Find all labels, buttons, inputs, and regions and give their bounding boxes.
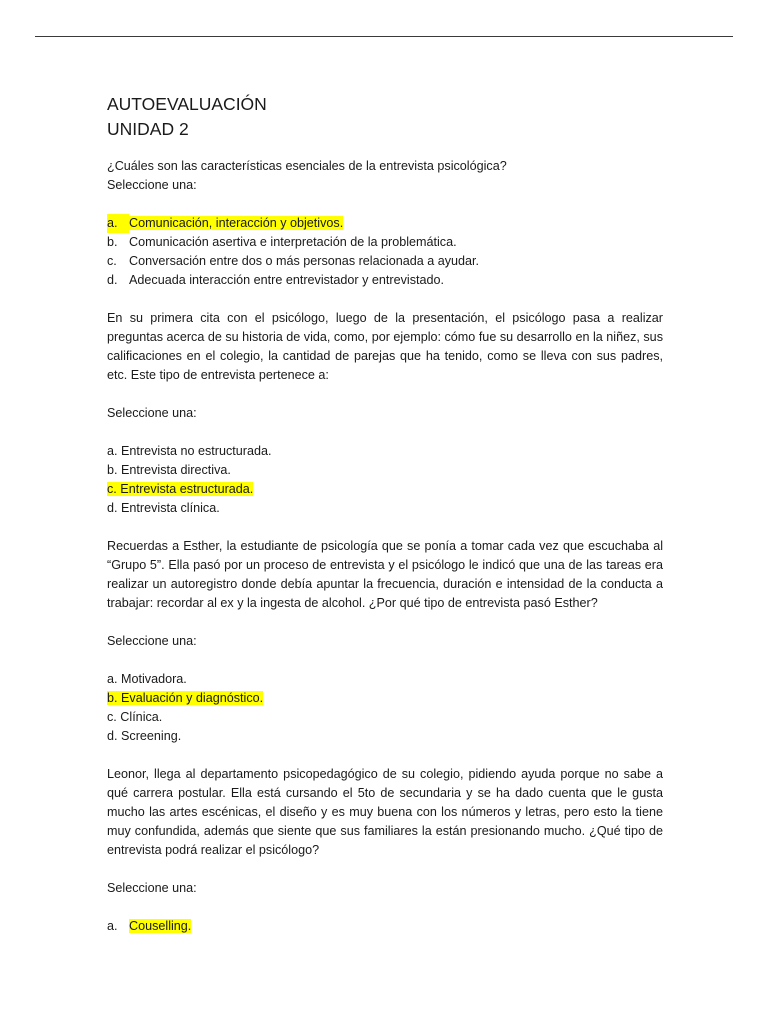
question-3-option-c[interactable]: c. Clínica. [107, 710, 163, 724]
question-1-option-a[interactable] [107, 214, 663, 233]
question-1-text: ¿Cuáles son las características esenciales de la entrevista psicológica? [107, 159, 507, 173]
document-title [107, 92, 663, 142]
option-text: Conversación entre dos o más personas relacionada a ayudar. [129, 254, 480, 268]
question-1-option-c[interactable] [107, 252, 663, 271]
option-letter: b. [107, 235, 118, 249]
question-3-option-a[interactable]: a. Motivadora. [107, 672, 187, 686]
question-2-option-a[interactable]: a. Entrevista no estructurada. [107, 444, 272, 458]
question-2-option-d[interactable]: d. Entrevista clínica. [107, 501, 220, 515]
question-2 [107, 309, 663, 518]
question-4-option-a[interactable] [107, 917, 663, 936]
question-1-option-d[interactable] [107, 271, 663, 290]
title-line-2: UNIDAD 2 [107, 119, 189, 139]
question-2-prompt: Seleccione una: [107, 406, 197, 420]
header-rule [35, 36, 733, 37]
question-3-option-b[interactable] [107, 689, 663, 708]
question-3-option-d[interactable]: d. Screening. [107, 729, 182, 743]
question-1 [107, 157, 663, 290]
question-4-text: Leonor, llega al departamento psicopedagógico de su colegio, pidiendo ayuda porque no sabe a qué carrera postular. Ella está cursando el 5to de secundaria y se ha dado cuenta que le gusta mucho las artes escénicas, el diseño y es muy buena con los números y letras, pero esto la tiene muy confundida, además que siente que sus familiares la están presionando mucho. ¿Qué tipo de entrevista podrá realizar el psicólogo? [107, 767, 663, 857]
question-3-prompt: Seleccione una: [107, 634, 197, 648]
option-text-highlighted: b. Evaluación y diagnóstico. [107, 691, 264, 705]
option-text-highlighted: c. Entrevista estructurada. [107, 482, 254, 496]
question-4 [107, 765, 663, 936]
option-text-highlighted: Couselling. [129, 919, 192, 933]
question-2-text: En su primera cita con el psicólogo, luego de la presentación, el psicólogo pasa a realizar preguntas acerca de su historia de vida, como, por ejemplo: cómo fue su desarrollo en la niñez, sus calificaciones en el colegio, la cantidad de parejas que ha tenido, como se lleva con sus padres, etc. Este tipo de entrevista pertenece a: [107, 311, 663, 382]
question-4-prompt: Seleccione una: [107, 881, 197, 895]
option-text-highlighted: Comunicación, interacción y objetivos. [129, 216, 344, 230]
question-1-option-b[interactable] [107, 233, 663, 252]
question-3 [107, 537, 663, 746]
question-3-text: Recuerdas a Esther, la estudiante de psicología que se ponía a tomar cada vez que escuchaba al “Grupo 5”. Ella pasó por un proceso de entrevista y el psicólogo le indicó que una de las tareas era realizar un autoregistro donde debía apuntar la frecuencia, duración e intensidad de la conducta a trabajar: recordar al ex y la ingesta de alcohol. ¿Por qué tipo de entrevista pasó Esther? [107, 539, 663, 610]
question-2-option-c[interactable] [107, 480, 663, 499]
option-letter: c. [107, 254, 117, 268]
document-body [107, 92, 663, 936]
option-letter: a. [107, 214, 129, 233]
option-letter: a. [107, 919, 118, 933]
question-1-prompt: Seleccione una: [107, 178, 197, 192]
question-2-option-b[interactable]: b. Entrevista directiva. [107, 463, 231, 477]
option-text: Adecuada interacción entre entrevistador y entrevistado. [129, 273, 445, 287]
option-letter: d. [107, 273, 118, 287]
title-line-1: AUTOEVALUACIÓN [107, 94, 267, 114]
option-text: Comunicación asertiva e interpretación de la problemática. [129, 235, 457, 249]
